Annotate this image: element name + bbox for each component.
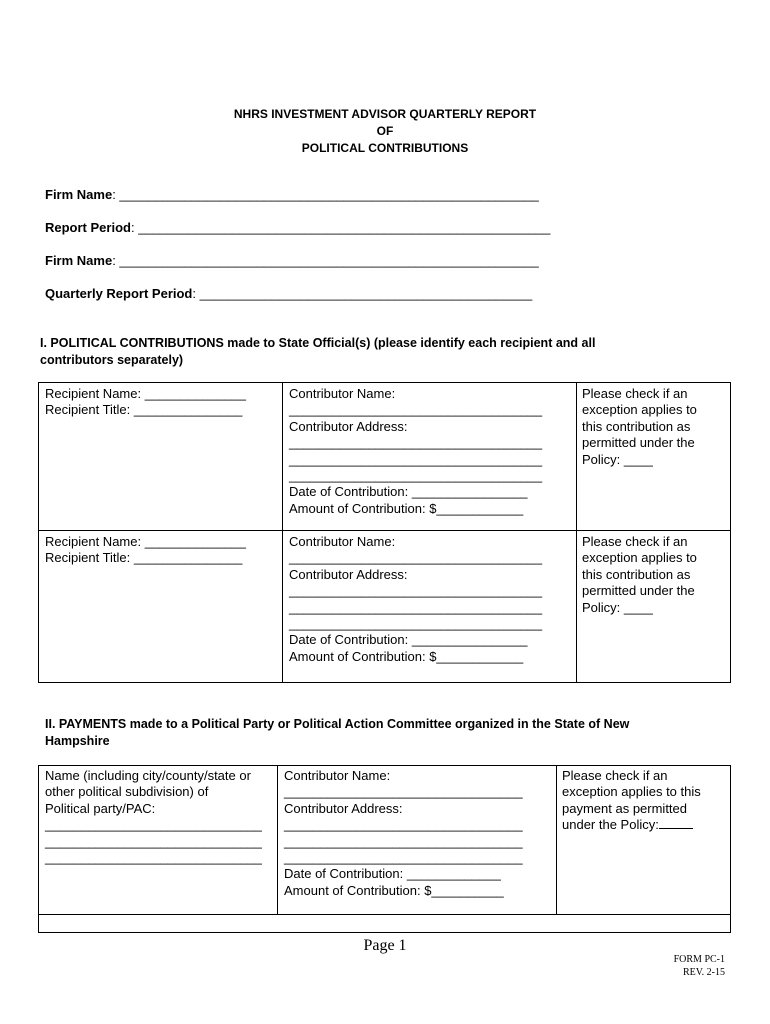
section-2-heading-line-1: II. PAYMENTS made to a Political Party or Political Action Committee organized in the State of New [45, 717, 630, 731]
recipient-name-field[interactable]: Recipient Name: ______________ [45, 534, 246, 549]
contributor-name-label: Contributor Name: [289, 534, 396, 549]
party-name-label: other political subdivision) of [45, 784, 209, 800]
column-divider [282, 382, 283, 683]
form-title [0, 106, 770, 157]
contributor-name-field[interactable]: ___________________________________ [289, 550, 543, 566]
section-1-heading-line-2: contributors separately) [40, 353, 184, 367]
exception-text: this contribution as [582, 418, 691, 434]
exception-check-field[interactable]: Policy: ____ [582, 451, 653, 467]
page-number: Page 1 [363, 937, 407, 954]
column-divider [576, 382, 577, 683]
party-name-cell [45, 768, 262, 866]
title-line-3: POLITICAL CONTRIBUTIONS [301, 141, 469, 155]
exception-check-blank[interactable] [659, 818, 693, 829]
party-name-label: Name (including city/county/state or [45, 768, 251, 783]
section-1-heading [40, 335, 595, 369]
section-1-heading-line-1: I. POLITICAL CONTRIBUTIONS made to State Official(s) (please identify each recipient and all [40, 336, 596, 350]
field-label: Report Period [45, 220, 131, 235]
exception-text: exception applies to [582, 550, 697, 566]
contributor-cell [289, 534, 542, 665]
exception-text: Please check if an [582, 534, 688, 549]
report-period-field[interactable] [45, 220, 550, 235]
recipient-title-field[interactable]: Recipient Title: _______________ [45, 550, 243, 566]
field-blank[interactable]: : __________________________________________________________ [112, 253, 539, 268]
party-name-field[interactable]: ______________________________ [45, 833, 262, 849]
contributor-address-field[interactable]: _________________________________ [284, 833, 523, 849]
exception-text: Please check if an [562, 768, 668, 783]
contributor-address-field[interactable]: _________________________________ [284, 817, 523, 833]
contributor-address-field[interactable]: ___________________________________ [289, 451, 543, 467]
title-line-2: OF [376, 124, 394, 138]
field-blank[interactable]: : _________________________________________________________ [130, 220, 551, 235]
party-name-field[interactable]: ______________________________ [45, 817, 262, 833]
contributor-address-label: Contributor Address: [284, 800, 403, 816]
contribution-amount-field[interactable]: Amount of Contribution: $____________ [289, 500, 524, 516]
party-name-label: Political party/PAC: [45, 800, 156, 816]
contributor-address-label: Contributor Address: [289, 566, 408, 582]
contribution-date-field[interactable]: Date of Contribution: ________________ [289, 484, 528, 500]
form-id [600, 953, 725, 979]
recipient-title-field[interactable]: Recipient Title: _______________ [45, 402, 243, 418]
contributor-cell [284, 768, 523, 899]
exception-text: this contribution as [582, 566, 691, 582]
recipient-name-field[interactable]: Recipient Name: ______________ [45, 386, 246, 401]
exception-text: permitted under the [582, 583, 695, 599]
form-number: FORM PC-1 [673, 954, 725, 965]
firm-name-field-2[interactable] [45, 253, 539, 268]
contributor-address-field[interactable]: _________________________________ [284, 850, 523, 866]
party-name-field[interactable]: ______________________________ [45, 850, 262, 866]
contributor-address-field[interactable]: ___________________________________ [289, 599, 543, 615]
exception-text: exception applies to this [562, 784, 701, 800]
exception-text: exception applies to [582, 402, 697, 418]
title-line-1: NHRS INVESTMENT ADVISOR QUARTERLY REPORT [233, 107, 537, 121]
field-blank[interactable]: : ______________________________________________ [192, 286, 533, 301]
contribution-amount-field[interactable]: Amount of Contribution: $____________ [289, 648, 524, 664]
exception-check-field[interactable]: Policy: ____ [582, 599, 653, 615]
column-divider [277, 765, 278, 914]
contributor-cell [289, 386, 542, 517]
section-2-heading [45, 716, 629, 750]
firm-name-field[interactable] [45, 187, 539, 202]
table-row-divider [38, 530, 731, 531]
contribution-amount-field[interactable]: Amount of Contribution: $__________ [284, 882, 504, 898]
contributor-address-field[interactable]: ___________________________________ [289, 468, 543, 484]
field-label: Quarterly Report Period [45, 286, 193, 301]
quarterly-report-period-field[interactable] [45, 286, 532, 301]
contributor-name-field[interactable]: ___________________________________ [289, 402, 543, 418]
contributor-address-field[interactable]: ___________________________________ [289, 583, 543, 599]
exception-check-cell [562, 768, 701, 834]
field-label: Firm Name [45, 253, 113, 268]
table-row-divider [38, 914, 731, 915]
contribution-date-field[interactable]: Date of Contribution: ________________ [289, 632, 528, 648]
exception-check-field [562, 817, 701, 833]
contributor-name-label: Contributor Name: [284, 768, 391, 783]
exception-text: under the Policy: [562, 817, 659, 833]
field-label: Firm Name [45, 187, 113, 202]
contributor-address-field[interactable]: ___________________________________ [289, 435, 543, 451]
field-blank[interactable]: : __________________________________________________________ [112, 187, 539, 202]
contributor-name-label: Contributor Name: [289, 386, 396, 401]
contributor-name-field[interactable]: _________________________________ [284, 784, 523, 800]
exception-text: permitted under the [582, 435, 695, 451]
section-2-heading-line-2: Hampshire [45, 734, 110, 748]
recipient-cell [45, 386, 246, 419]
exception-check-cell [582, 386, 697, 468]
contribution-date-field[interactable]: Date of Contribution: _____________ [284, 866, 501, 882]
exception-text: payment as permitted [562, 800, 688, 816]
form-revision: REV. 2-15 [682, 967, 725, 978]
column-divider [556, 765, 557, 914]
contributor-address-label: Contributor Address: [289, 418, 408, 434]
exception-check-cell [582, 534, 697, 616]
exception-text: Please check if an [582, 386, 688, 401]
recipient-cell [45, 534, 246, 567]
contributor-address-field[interactable]: ___________________________________ [289, 616, 543, 632]
